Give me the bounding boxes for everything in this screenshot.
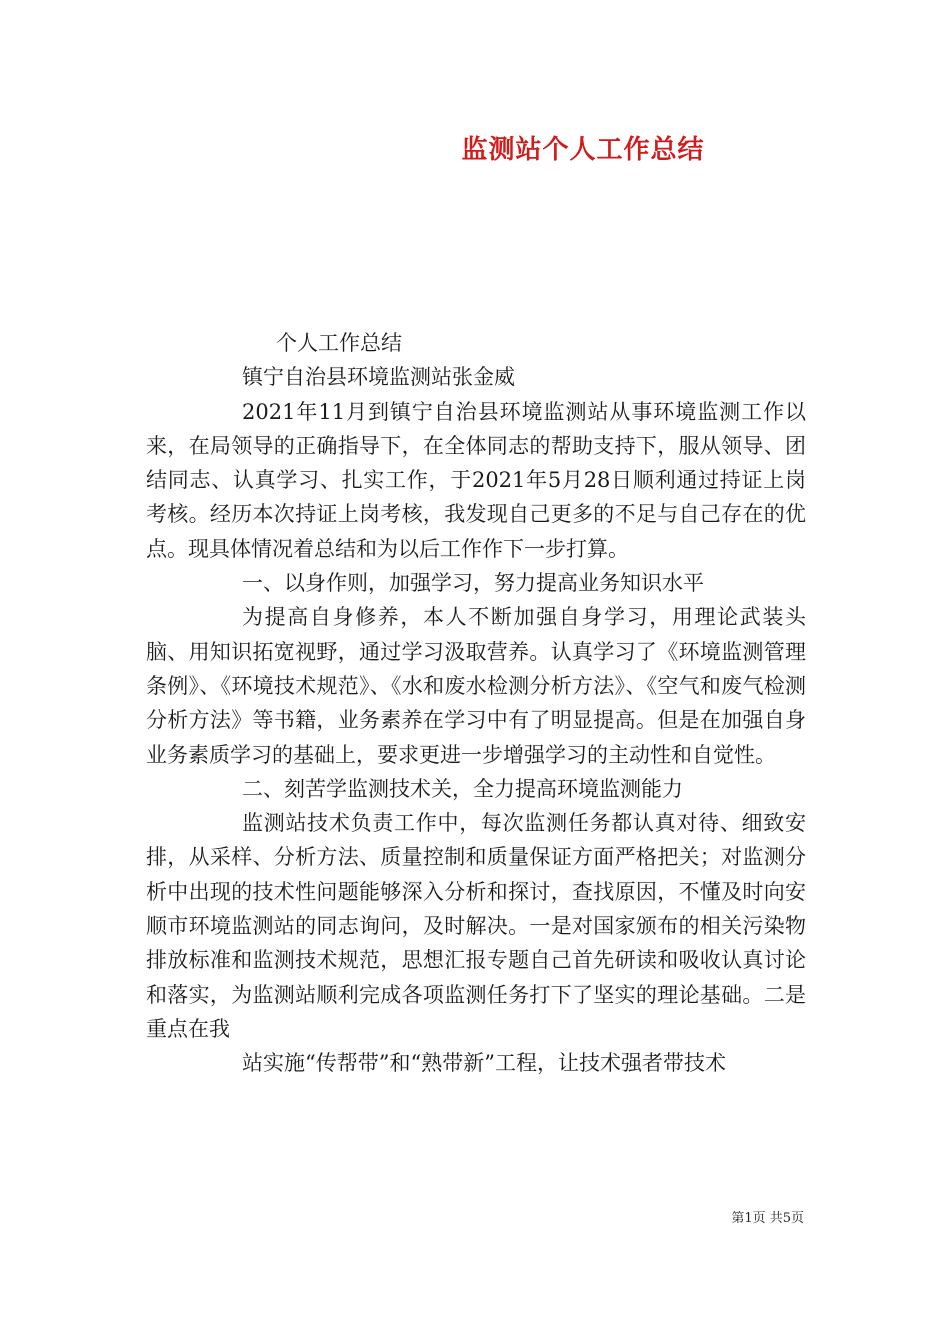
heading-personal-summary: 个人工作总结 [276,331,402,355]
section-heading-1: 一、以身作则，加强学习，努力提高业务知识水平 [242,571,704,596]
document-title: 监测站个人工作总结 [461,135,705,165]
paragraph-section-1: 为提高自身修养，本人不断加强自身学习，用理论武装头脑、用知识拓宽视野，通过学习汲取营养。认真学习了《环境监测管理条例》、《环境技术规范》、《水和废水检测分析方法》、《空气和废气检测分析方法》等书籍，业务素养在学习中有了明显提高。但是在加强自身业务素质学习的基础上，要求更进一步增强学习的主动性和自觉性。 [146,605,806,767]
author-line: 镇宁自治县环境监测站张金威 [242,365,515,390]
document-body [146,326,806,1081]
paragraph-continued: 站实施“传帮带”和“熟带新”工程，让技术强者带技术 [242,1051,726,1076]
paragraph-section-2: 监测站技术负责工作中，每次监测任务都认真对待、细致安排，从采样、分析方法、质量控制和质量保证方面严格把关；对监测分析中出现的技术性问题能够深入分析和探讨，查找原因，不懂及时向安顺市环境监测站的同志询问，及时解决。一是对国家颁布的相关污染物排放标准和监测技术规范，思想汇报专题自己首先研读和吸收认真讨论和落实，为监测站顺利完成各项监测任务打下了坚实的理论基础。二是重点在我 [146,811,806,1041]
paragraph-intro: 2021年11月到镇宁自治县环境监测站从事环境监测工作以来，在局领导的正确指导下，在全体同志的帮助支持下，服从领导、团结同志、认真学习、扎实工作，于2021年5月28日顺利通过持证上岗考核。经历本次持证上岗考核，我发现自己更多的不足与自己存在的优点。现具体情况着总结和为以后工作作下一步打算。 [146,399,806,561]
section-heading-2: 二、刻苦学监测技术关，全力提高环境监测能力 [242,776,683,801]
page-number-footer: 第1页 共5页 [731,1211,804,1226]
